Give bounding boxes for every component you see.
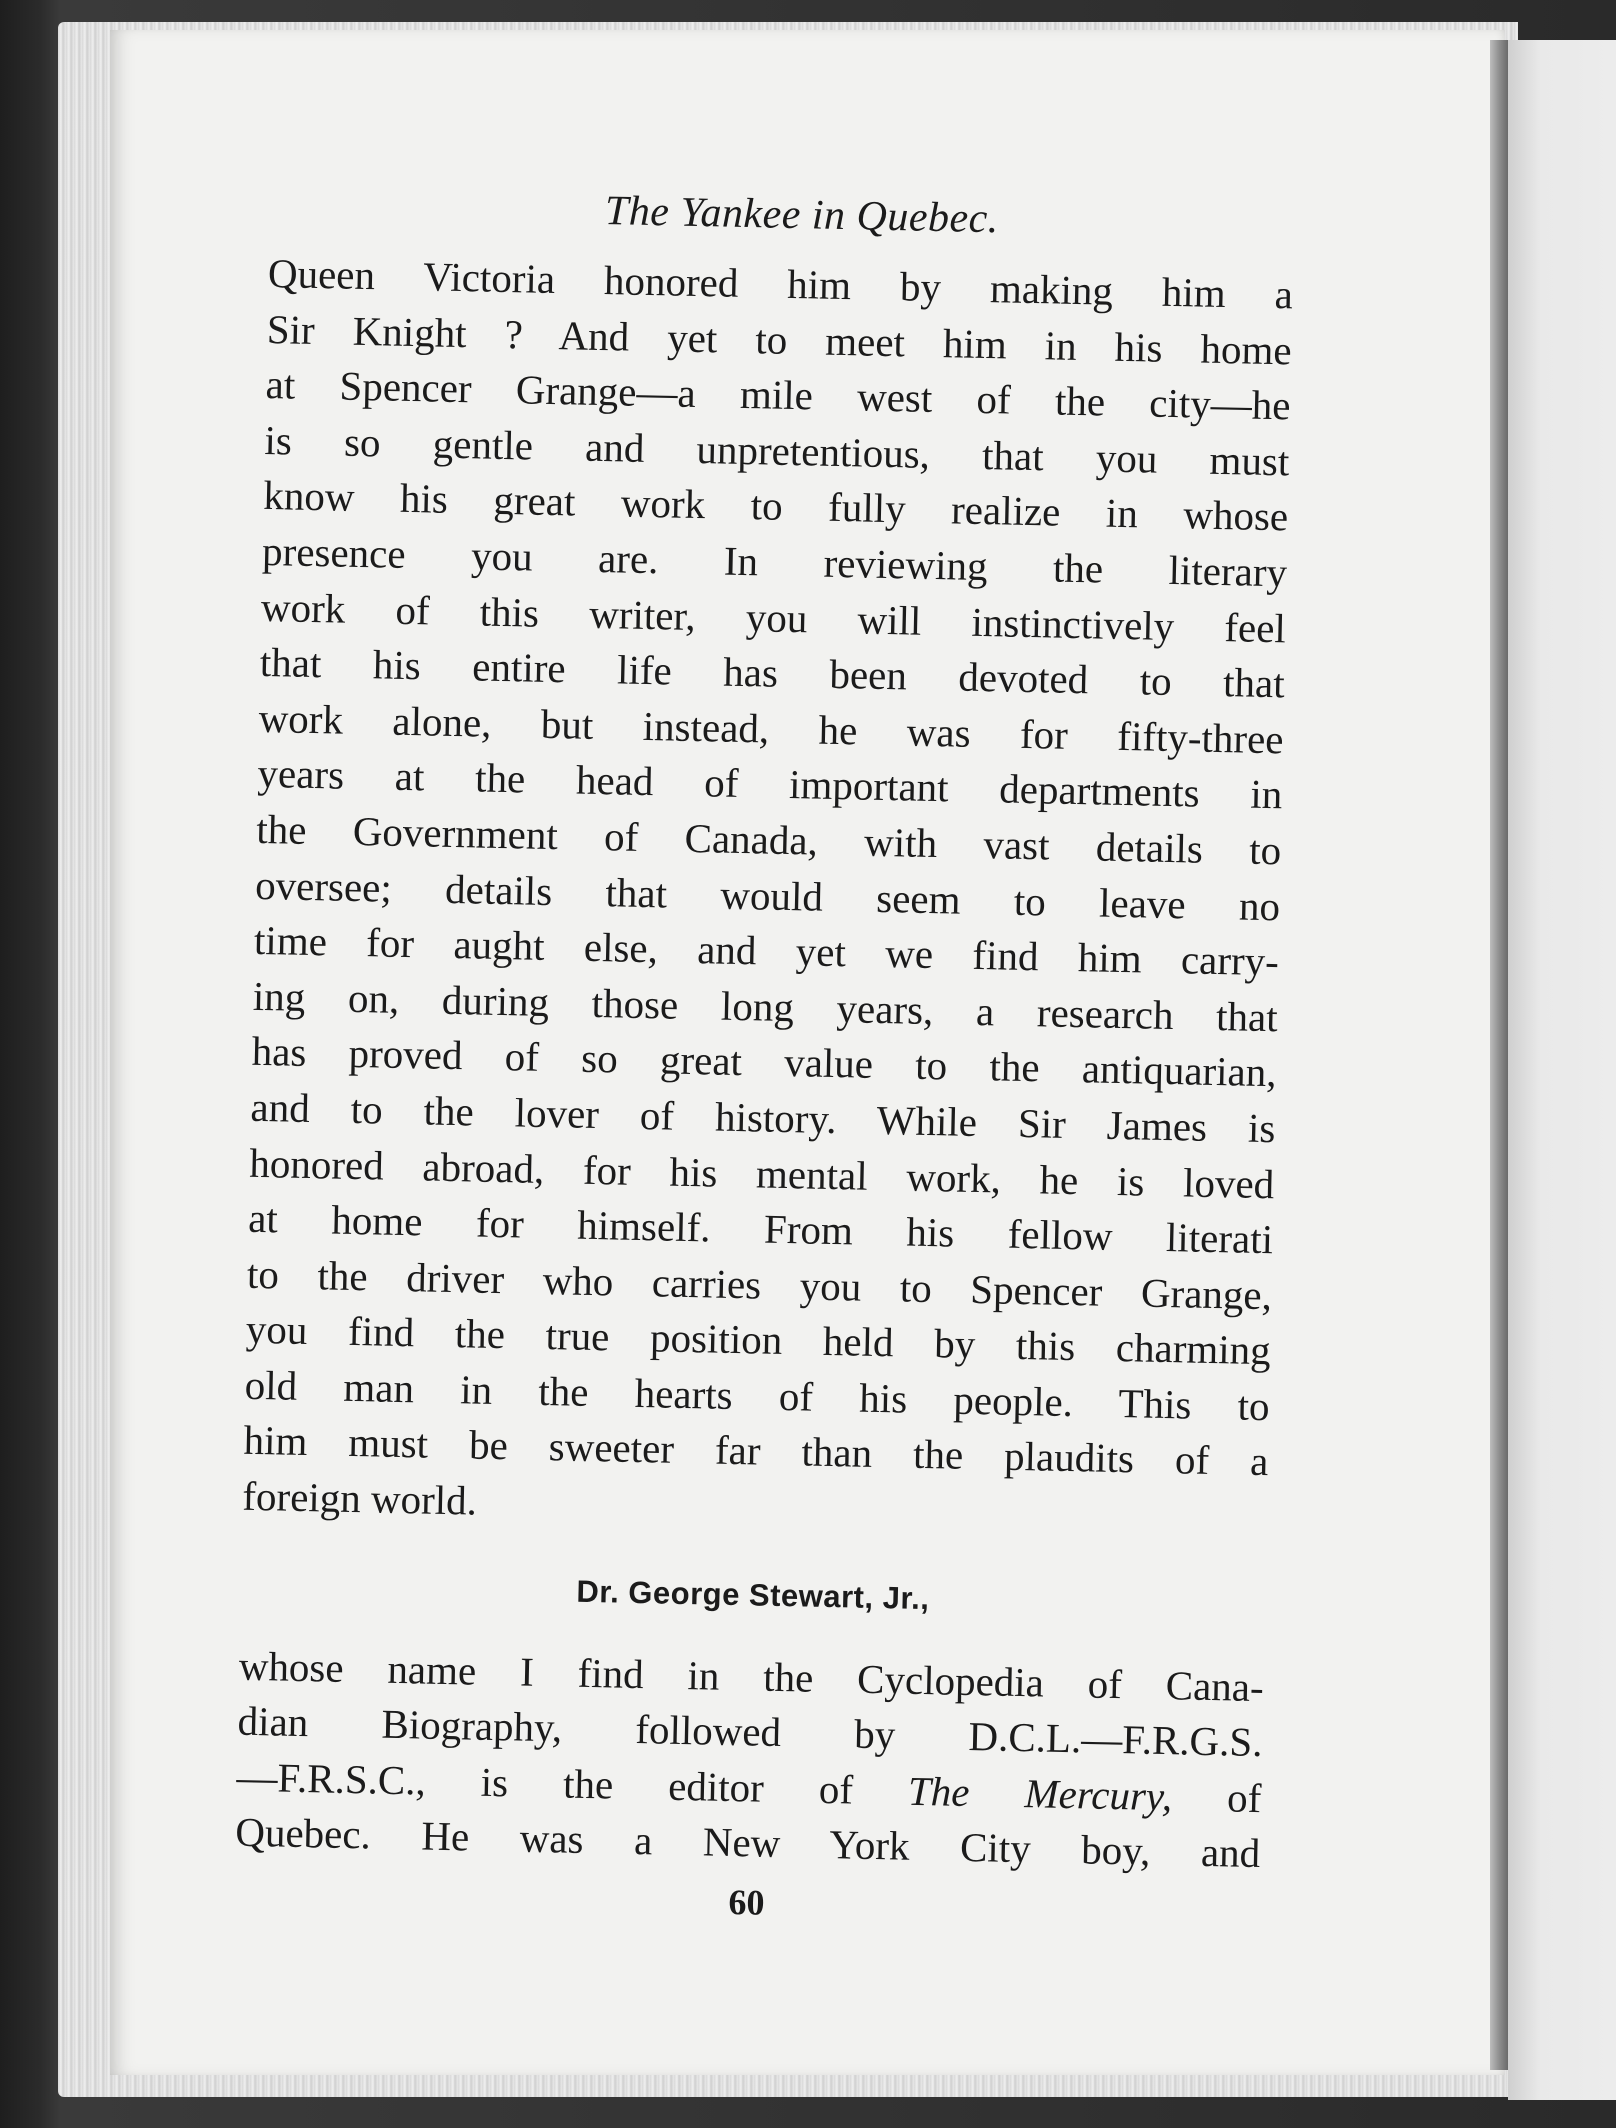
text-line: at Spencer Grange—a mile west of the city—he [265, 361, 1291, 429]
text-run: —F.R.S.C., is the editor of [236, 1753, 909, 1814]
text-line: years at the head of important departments in [257, 750, 1283, 818]
text-run: of [1171, 1773, 1262, 1821]
text-line: to the driver who carries you to Spencer Grange, [246, 1250, 1273, 1318]
text-line: him must be sweeter far than the plaudits of a [243, 1417, 1269, 1485]
text-line: old man in the hearts of his people. This to [244, 1361, 1271, 1430]
text-line: work of this writer, you will instinctively feel [260, 583, 1287, 651]
text-line: Quebec. He was a New York City boy, and [234, 1809, 1261, 1877]
text-line: know his great work to fully realize in whose [262, 472, 1289, 540]
section-subheading: Dr. George Stewart, Jr., [576, 1573, 930, 1616]
text-line: honored abroad, for his mental work, he is loved [248, 1139, 1275, 1207]
running-head: The Yankee in Quebec. [604, 188, 1000, 243]
page-number: 60 [728, 1882, 765, 1923]
gutter-shadow [1490, 40, 1508, 2070]
text-line: dian Biography, followed by D.C.L.—F.R.G.S. [237, 1697, 1263, 1766]
text-line: at home for himself. From his fellow literati [247, 1194, 1274, 1263]
text-line: that his entire life has been devoted to that [259, 639, 1286, 707]
publication-title: The Mercury, [907, 1767, 1173, 1820]
text-line: the Government of Canada, with vast details to [255, 805, 1282, 874]
text-line: is so gentle and unpretentious, that you must [264, 416, 1290, 485]
page-text-block [234, 180, 1295, 1934]
text-line: Queen Victoria honored him by making him a [267, 249, 1294, 318]
text-line: time for aught else, and yet we find him carry- [253, 916, 1280, 985]
text-line: you find the true position held by this charming [245, 1306, 1272, 1374]
text-line: work alone, but instead, he was for fifty-three [258, 694, 1284, 763]
text-line: ing on, during those long years, a research that [252, 972, 1279, 1041]
text-line: foreign world. [241, 1472, 478, 1524]
paragraph-sir-james [242, 246, 1294, 1546]
facing-page [1508, 40, 1616, 2100]
text-line: has proved of so great value to the antiquarian, [251, 1028, 1278, 1096]
text-line: presence you are. In reviewing the literary [261, 527, 1288, 596]
text-line: Sir Knight ? And yet to meet him in his home [266, 305, 1293, 374]
text-line: and to the lover of history. While Sir James is [250, 1083, 1276, 1152]
paragraph-george-stewart [235, 1638, 1264, 1882]
text-line: oversee; details that would seem to leave no [254, 861, 1281, 929]
text-line: whose name I find in the Cyclopedia of Cana- [238, 1642, 1265, 1710]
